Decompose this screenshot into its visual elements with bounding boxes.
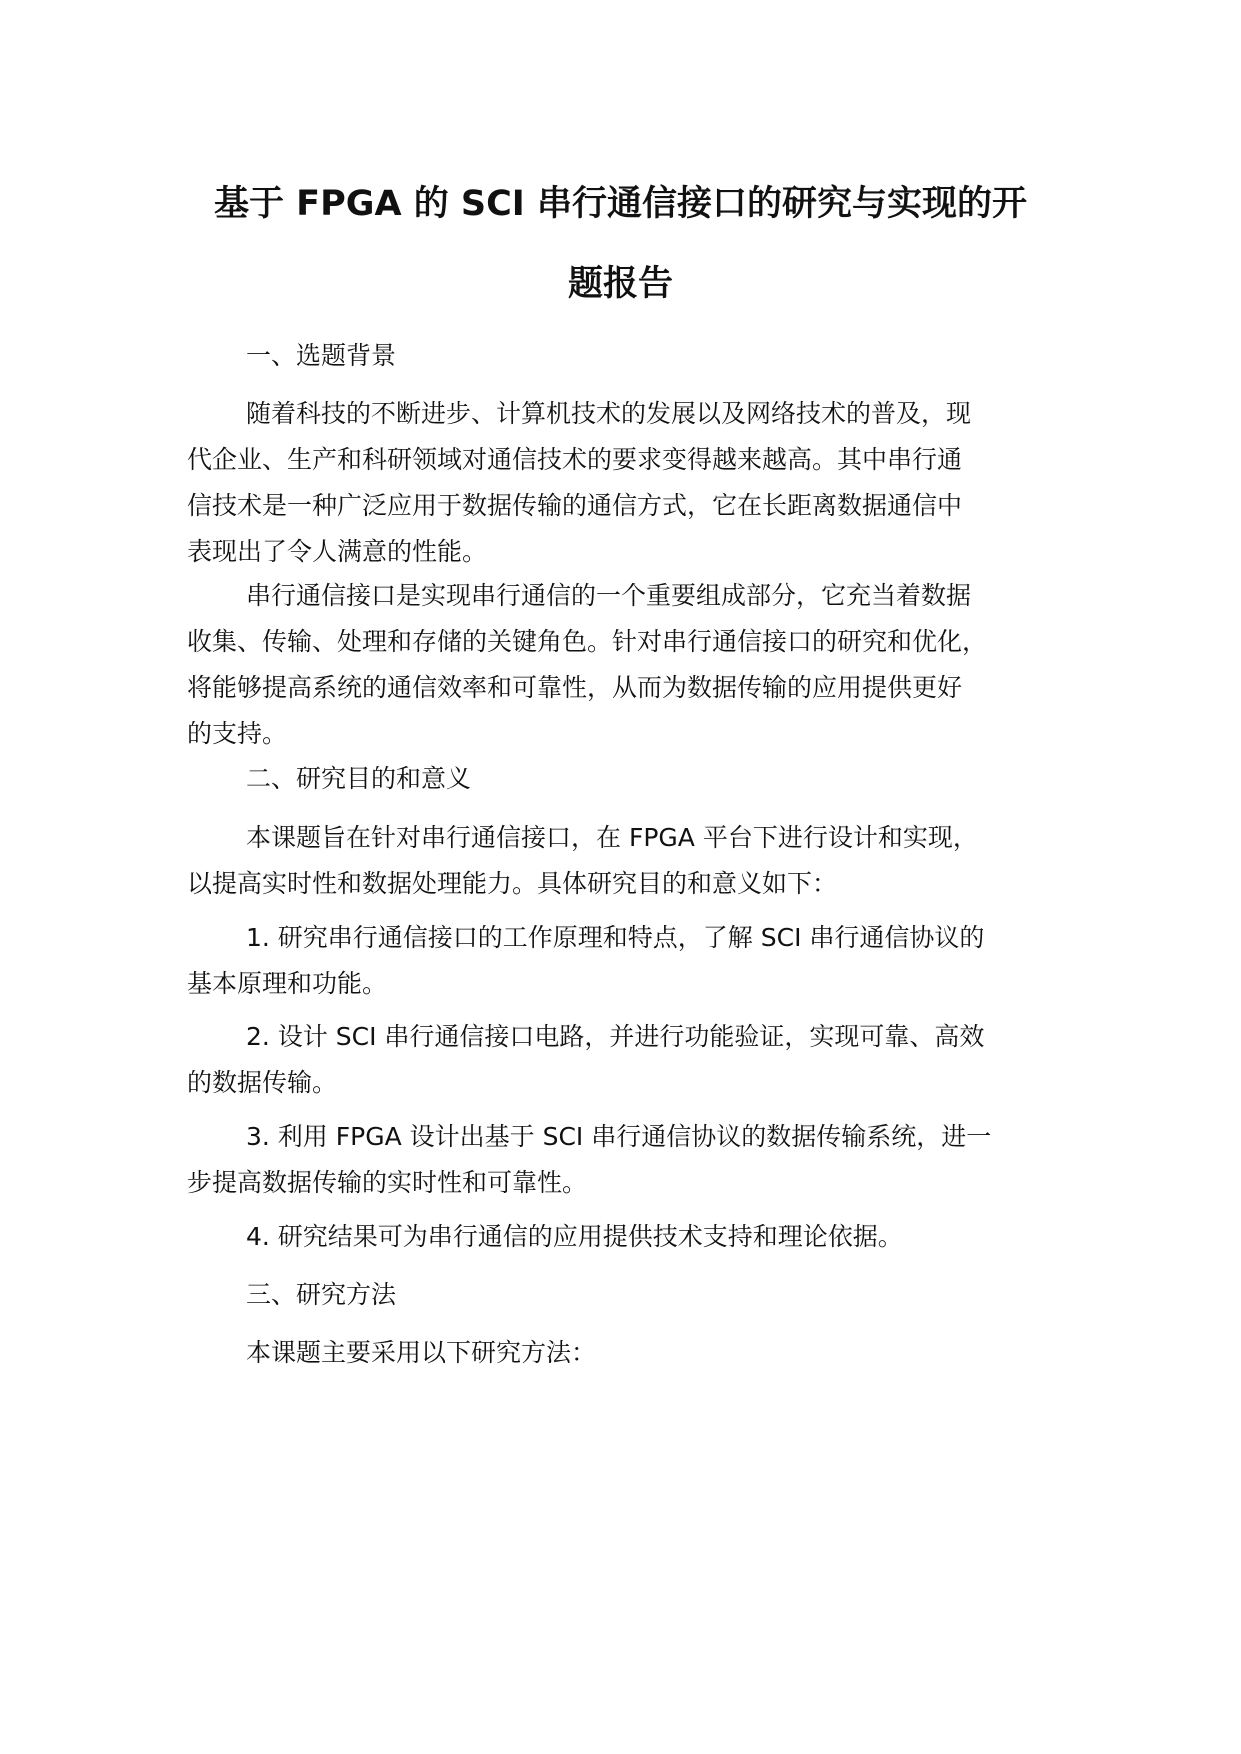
section-heading-purpose <box>187 756 1067 802</box>
document-title-line-1: 基于 FPGA 的 SCI 串行通信接口的研究与实现的开 <box>213 184 1028 224</box>
paragraph-line: 本课题主要采用以下研究方法： <box>246 1338 597 1367</box>
heading-text: 二、研究目的和意义 <box>246 764 472 793</box>
list-item-line: 4. 研究结果可为串行通信的应用提供技术支持和理论依据。 <box>246 1222 903 1251</box>
paragraph-line: 以提高实时性和数据处理能力。具体研究目的和意义如下： <box>187 869 838 898</box>
paragraph-line: 信技术是一种广泛应用于数据传输的通信方式，它在长距离数据通信中 <box>187 491 963 520</box>
list-item-line: 步提高数据传输的实时性和可靠性。 <box>187 1168 588 1197</box>
list-item-3 <box>187 1114 1067 1206</box>
paragraph-line: 收集、传输、处理和存储的关键角色。针对串行通信接口的研究和优化， <box>187 627 988 656</box>
paragraph-serial-interface <box>187 573 1067 757</box>
section-heading-method <box>187 1272 1067 1318</box>
list-item-4 <box>187 1214 1067 1260</box>
paragraph-line: 随着科技的不断进步、计算机技术的发展以及网络技术的普及，现 <box>246 399 972 428</box>
list-item-line: 基本原理和功能。 <box>187 969 388 998</box>
heading-text: 一、选题背景 <box>246 341 397 370</box>
list-item-line: 的数据传输。 <box>187 1068 338 1097</box>
paragraph-line: 表现出了令人满意的性能。 <box>187 537 488 566</box>
paragraph-line: 代企业、生产和科研领域对通信技术的要求变得越来越高。其中串行通 <box>187 445 963 474</box>
paragraph-line: 串行通信接口是实现串行通信的一个重要组成部分，它充当着数据 <box>246 581 972 610</box>
paragraph-background <box>187 391 1067 575</box>
list-item-2 <box>187 1014 1067 1106</box>
list-item-line: 3. 利用 FPGA 设计出基于 SCI 串行通信协议的数据传输系统，进一 <box>246 1122 992 1151</box>
document-title-line-2: 题报告 <box>567 264 673 304</box>
paragraph-method <box>187 1330 1067 1376</box>
list-item-1 <box>187 915 1067 1007</box>
list-item-line: 1. 研究串行通信接口的工作原理和特点，了解 SCI 串行通信协议的 <box>246 923 985 952</box>
paragraph-line: 本课题旨在针对串行通信接口，在 FPGA 平台下进行设计和实现， <box>246 823 978 852</box>
heading-text: 三、研究方法 <box>246 1280 397 1309</box>
paragraph-line: 的支持。 <box>187 719 288 748</box>
paragraph-purpose <box>187 815 1067 907</box>
list-item-line: 2. 设计 SCI 串行通信接口电路，并进行功能验证，实现可靠、高效 <box>246 1022 985 1051</box>
paragraph-line: 将能够提高系统的通信效率和可靠性，从而为数据传输的应用提供更好 <box>187 673 963 702</box>
section-heading-background <box>187 333 1067 379</box>
